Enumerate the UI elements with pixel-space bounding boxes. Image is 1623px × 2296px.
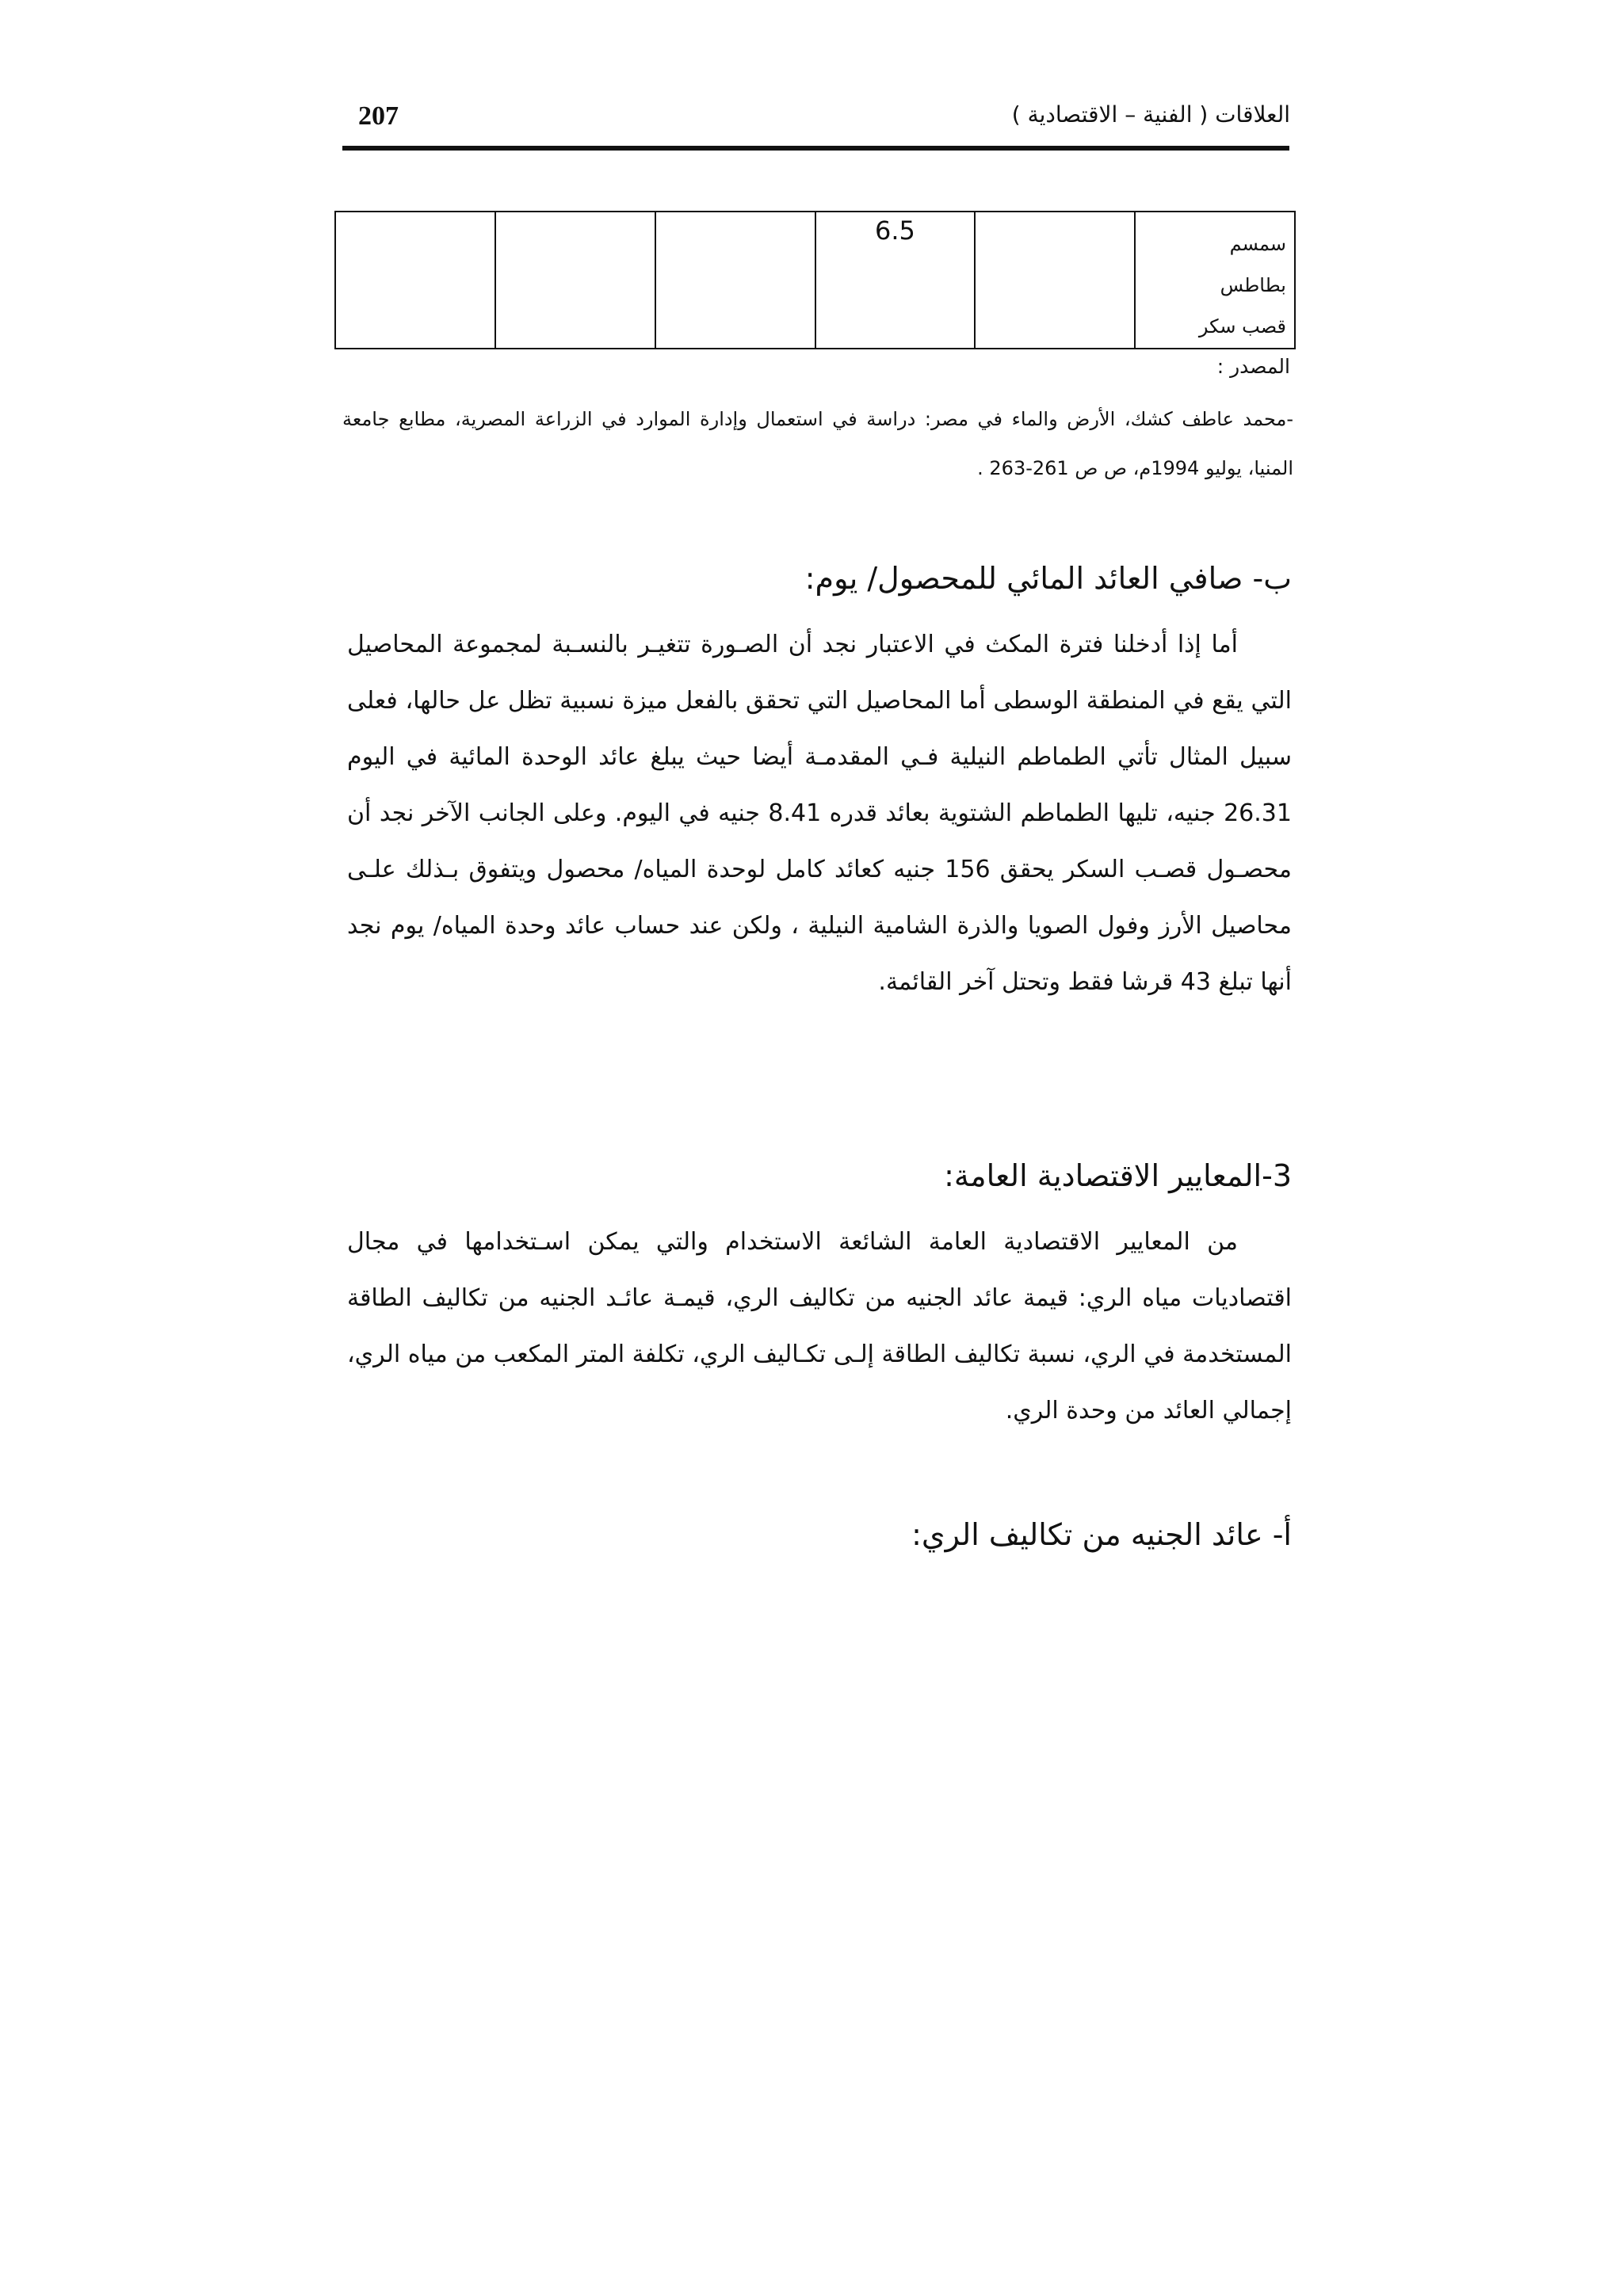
section-b-heading: ب- صافي العائد المائي للمحصول/ يوم: (804, 561, 1292, 596)
table-row (335, 212, 1295, 349)
table-cell (975, 212, 1135, 349)
page-number: 207 (358, 101, 399, 131)
running-header-title: العلاقات ( الفنية – الاقتصادية ) (1011, 101, 1290, 128)
crop-name: سمسم (1229, 233, 1286, 255)
table-cell (335, 212, 495, 349)
section-a-heading: أ- عائد الجنيه من تكاليف الري: (911, 1517, 1292, 1552)
crop-name: قصب سكر (1198, 315, 1286, 338)
table-cell (495, 212, 655, 349)
table-value-cell: 6.5 (815, 212, 976, 349)
section-3-heading: 3-المعايير الاقتصادية العامة: (944, 1158, 1292, 1193)
crop-name: بطاطس (1220, 274, 1286, 296)
source-citation: -محمد عاطف كشك، الأرض والماء في مصر: دراسة في استعمال وإدارة الموارد في الزراعة المصرية، مطابع جامعة المنيا، يوليو 1994م، ص ص 261-263 . (342, 408, 1293, 479)
section-3-paragraph: من المعايير الاقتصادية العامة الشائعة الاستخدام والتي يمكن اسـتخدامها في مجال اقتصاديات مياه الري: قيمة عائد الجنيه من تكاليف الري، قيمـة عائـد الجنيه من تكاليف الطاقة المستخدمة في الري، نسبة تكاليف الطاقة إلـى تكـاليف الري، تكلفة المتر المكعب من مياه الري، إجمالي العائد من وحدة الري. (347, 1228, 1292, 1425)
crop-data-table (334, 211, 1296, 349)
crop-names-cell (1135, 212, 1295, 349)
table-cell (655, 212, 815, 349)
section-b-paragraph: أما إذا أدخلنا فترة المكث في الاعتبار نجد أن الصـورة تتغيـر بالنسـبة لمجموعة المحاصيل التي يقع في المنطقة الوسطى أما المحاصيل التي تحقق بالفعل ميزة نسبية تظل عل حالها، فعلى سبيل المثال تأتي الطماطم النيلية فـي المقدمـة أيضا حيث يبلغ عائد الوحدة المائية في اليوم 26.31 جنيه، تليها الطماطم الشتوية بعائد قدره 8.41 جنيه في اليوم. وعلى الجانب الآخر نجد أن محصـول قصـب السكر يحقق 156 جنيه كعائد كامل لوحدة المياه/ محصول ويتفوق بـذلك علـى محاصيل الأرز وفول الصويا والذرة الشامية النيلية ، ولكن عند حساب عائد وحدة المياه/ يوم نجد أنها تبلغ 43 قرشا فقط وتحتل آخر القائمة. (347, 631, 1292, 996)
header-rule (342, 146, 1289, 151)
source-label: المصدر : (1216, 355, 1290, 378)
